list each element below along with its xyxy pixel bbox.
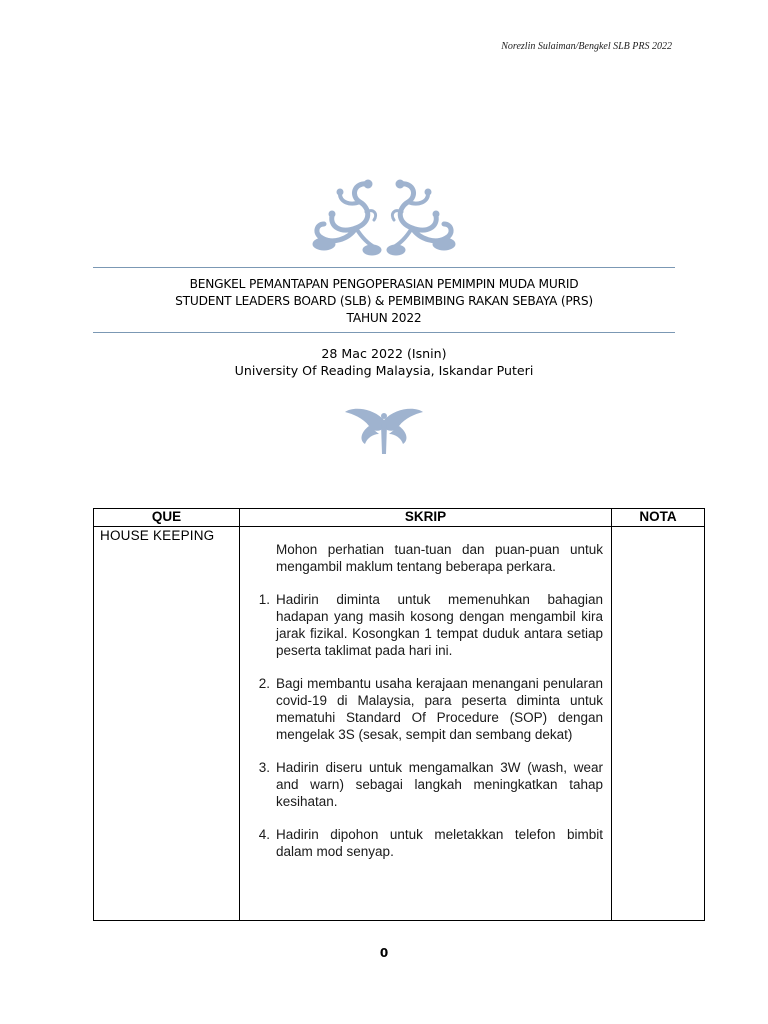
- column-header-que: QUE: [94, 509, 240, 527]
- header-note: Norezlin Sulaiman/Bengkel SLB PRS 2022: [501, 41, 672, 52]
- page-number: 0: [379, 946, 389, 960]
- point-text: Hadirin diseru untuk mengamalkan 3W (wash, wear and warn) sebagai langkah meningkatkan tahap kesihatan.: [276, 760, 603, 809]
- list-item: [240, 591, 603, 659]
- column-header-skrip: SKRIP: [240, 509, 612, 527]
- list-item: [240, 675, 603, 743]
- title-line-3: TAHUN 2022: [346, 311, 422, 325]
- table-header-row: [94, 509, 705, 527]
- point-text: Hadirin diminta untuk memenuhkan bahagian hadapan yang masih kosong dengan mengambil kira jarak fizikal. Kosongkan 1 tempat duduk antara setiap peserta taklimat pada hari ini.: [276, 592, 603, 658]
- point-text: Hadirin dipohon untuk meletakkan telefon bimbit dalam mod senyap.: [276, 827, 603, 859]
- title-line-2: STUDENT LEADERS BOARD (SLB) & PEMBIMBING RAKAN SEBAYA (PRS): [175, 294, 593, 308]
- script-points: [240, 591, 603, 860]
- title-line-1: BENGKEL PEMANTAPAN PENGOPERASIAN PEMIMPIN MUDA MURID: [189, 277, 579, 291]
- point-number: 4.: [258, 827, 270, 842]
- list-item: [240, 759, 603, 810]
- skrip-cell: [240, 527, 612, 921]
- script-intro: Mohon perhatian tuan-tuan dan puan-puan untuk mengambil maklum tentang beberapa perkara.: [276, 542, 603, 574]
- column-header-nota: NOTA: [612, 509, 705, 527]
- document-title: [93, 276, 675, 327]
- script-table: [93, 508, 705, 921]
- que-cell: HOUSE KEEPING: [94, 527, 240, 921]
- point-number: 3.: [258, 760, 270, 775]
- fleur-divider-ornament-icon: [343, 406, 425, 456]
- title-bottom-rule: [93, 332, 675, 333]
- title-top-rule: [93, 267, 675, 268]
- point-number: 1.: [258, 592, 270, 607]
- table-row: [94, 527, 705, 921]
- list-item: [240, 826, 603, 860]
- point-number: 2.: [258, 676, 270, 691]
- floral-scroll-ornament-icon: [310, 178, 458, 256]
- event-info: [93, 345, 675, 379]
- nota-cell: [612, 527, 705, 921]
- event-date: 28 Mac 2022 (Isnin): [321, 346, 447, 361]
- point-text: Bagi membantu usaha kerajaan menangani penularan covid-19 di Malaysia, para peserta diminta untuk mematuhi Standard Of Procedure (SOP) dengan mengelak 3S (sesak, sempit dan sembang dekat): [276, 676, 603, 742]
- event-venue: University Of Reading Malaysia, Iskandar Puteri: [234, 363, 534, 378]
